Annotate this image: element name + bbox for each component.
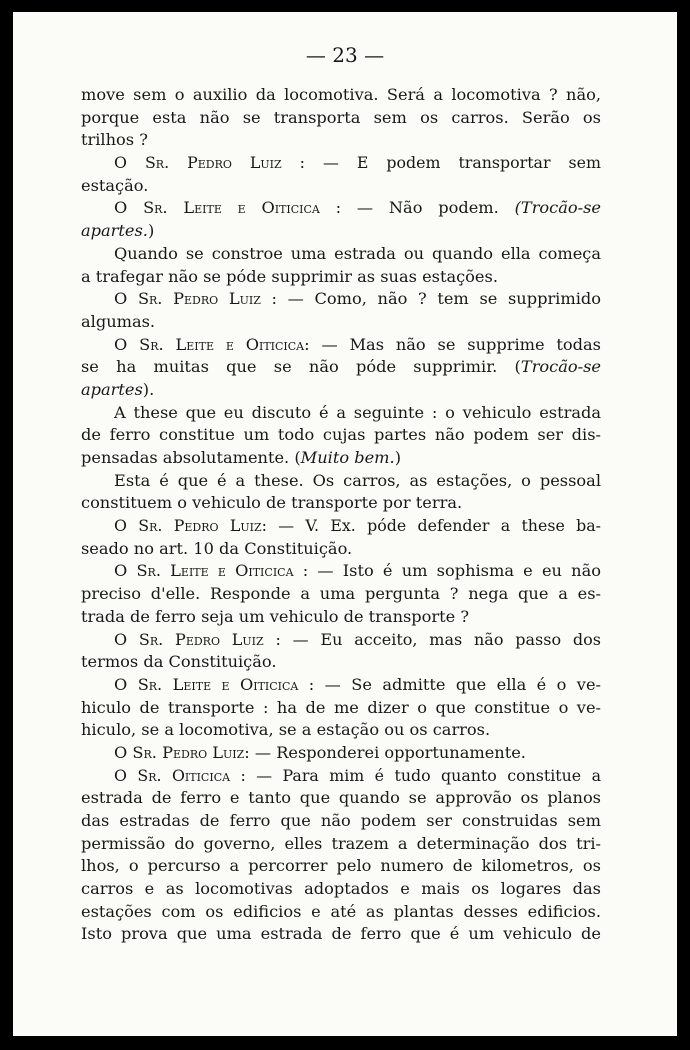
text-line <box>81 220 601 243</box>
speaker-name: Sr. Leite e Oiticica <box>137 674 299 694</box>
text-line <box>81 606 601 629</box>
italic-note: apartes <box>81 379 143 399</box>
text-line <box>81 742 601 765</box>
text-line <box>81 447 601 470</box>
speaker-name: Sr. Pedro Luiz <box>138 516 262 536</box>
text-segment: : — Se admitte que ella é o ve- <box>298 674 601 694</box>
speaker-name: Sr. Pedro Luiz <box>138 629 264 649</box>
text-line <box>81 765 601 788</box>
text-line <box>81 651 601 674</box>
text-line <box>81 197 601 220</box>
text-segment: : — Como, não ? tem se supprimido <box>260 289 601 309</box>
text-segment: O <box>114 674 138 694</box>
speaker-name: Sr. Leite e Oiticica <box>136 561 294 581</box>
text-segment: Quando se constroe uma estrada ou quando ella começa <box>114 243 601 263</box>
speaker-name: Sr. Pedro Luiz <box>137 289 261 309</box>
text-segment: Esta é que é a these. Os carros, as estações, o pessoal <box>114 470 601 490</box>
text-segment: O <box>114 153 145 173</box>
text-segment: A these que eu discuto é a seguinte : o vehiculo estrada <box>114 402 601 422</box>
text-line <box>81 833 601 856</box>
italic-note: Muito bem. <box>300 448 395 467</box>
text-segment: : — Para mim é tudo quanto constitue a <box>230 765 601 785</box>
text-segment: preciso d'elle. Responde a uma pergunta ? nega que a es- <box>81 584 601 604</box>
text-segment: : — V. Ex. póde defender a these ba- <box>261 516 601 536</box>
text-segment: lhos, o percurso a percorrer pelo numero de kilometros, os <box>81 856 601 876</box>
text-line <box>81 719 601 742</box>
text-segment: estações com os edificios e até as plantas desses edificios. <box>81 901 601 921</box>
text-line <box>81 311 601 334</box>
text-segment: O <box>114 198 144 218</box>
text-segment: ). <box>142 379 155 399</box>
text-segment: ) <box>394 448 402 467</box>
text-segment: O <box>114 289 138 309</box>
text-line <box>81 787 601 810</box>
text-segment: constituem o vehiculo de transporte por terra. <box>81 493 463 513</box>
text-segment: permissão do governo, elles trazem a determinação dos tri- <box>81 833 601 853</box>
speaker-name: Sr. Pedro Luiz <box>132 742 245 762</box>
text-segment: estação. <box>81 175 149 195</box>
text-line <box>81 470 601 493</box>
text-segment: termos da Constituição. <box>81 652 277 672</box>
text-line <box>81 629 601 652</box>
text-line <box>81 492 601 515</box>
text-line <box>81 266 601 289</box>
speaker-name: Sr. Pedro Luiz <box>144 153 282 173</box>
text-segment: O <box>114 765 138 785</box>
text-segment: O <box>114 561 137 581</box>
text-segment: O <box>114 742 133 762</box>
text-segment: : — Eu acceito, mas não passo dos <box>263 629 601 649</box>
text-line <box>81 107 601 130</box>
text-segment: O <box>114 334 140 354</box>
text-line <box>81 855 601 878</box>
text-segment: a trafegar não se póde supprimir as suas estações. <box>81 266 498 286</box>
text-line <box>81 379 601 402</box>
text-segment: das estradas de ferro que não podem ser construidas sem <box>81 811 601 830</box>
text-line <box>81 878 601 901</box>
text-segment: move sem o auxilio da locomotiva. Será a locomotiva ? não, <box>81 85 601 104</box>
text-segment: trada de ferro seja um vehiculo de transporte ? <box>81 606 470 626</box>
text-line <box>81 515 601 538</box>
text-line <box>81 810 601 833</box>
text-segment: carros e as locomotivas adoptados e mais os logares das <box>81 879 601 899</box>
speaker-name: Sr. Oiticica <box>137 765 231 785</box>
text-segment: trilhos ? <box>81 130 148 150</box>
text-segment: estrada de ferro e tanto que quando se approvão os planos <box>81 788 601 808</box>
text-line <box>81 674 601 697</box>
text-segment: Isto prova que uma estrada de ferro que é um vehiculo de <box>81 924 601 944</box>
italic-note: apartes. <box>81 221 148 241</box>
text-line <box>81 583 601 606</box>
text-segment: porque esta não se transporta sem os carros. Serão os <box>81 107 601 127</box>
text-segment: : — Responderei opportunamente. <box>244 742 526 762</box>
body-text <box>81 84 601 946</box>
text-segment: ) <box>147 221 155 241</box>
text-line <box>81 402 601 425</box>
text-line <box>81 901 601 924</box>
text-segment: : — E podem transportar sem <box>281 153 601 173</box>
text-segment: O <box>114 629 139 649</box>
text-segment: : — Isto é um sophisma e eu não <box>293 561 601 581</box>
italic-note: (Trocão-se <box>514 198 601 218</box>
text-line <box>81 424 601 447</box>
text-segment: de ferro constitue um todo cujas partes não podem ser dis- <box>81 425 601 445</box>
text-segment: algumas. <box>81 311 156 331</box>
text-segment: seado no art. 10 da Constituição. <box>81 538 353 558</box>
text-line <box>81 538 601 561</box>
text-line <box>81 560 601 583</box>
text-segment: pensadas absolutamente. ( <box>81 448 301 467</box>
italic-note: Trocão-se <box>520 357 601 377</box>
speaker-name: Sr. Leite e Oiticica <box>139 334 305 354</box>
text-line <box>81 152 601 175</box>
text-segment: hiculo, se a locomotiva, se a estação ou os carros. <box>81 720 491 740</box>
text-segment: O <box>114 516 139 536</box>
speaker-name: Sr. Leite e Oiticica <box>143 198 320 218</box>
text-line <box>81 84 601 107</box>
text-line <box>81 243 601 266</box>
text-line <box>81 334 601 357</box>
text-line <box>81 288 601 311</box>
text-line <box>81 697 601 720</box>
page-number: — 23 — <box>305 43 385 67</box>
text-segment: se ha muitas que se não póde supprimir. ( <box>81 357 521 377</box>
text-line <box>81 175 601 198</box>
text-line <box>81 356 601 379</box>
text-line <box>81 923 601 946</box>
book-page <box>13 12 677 1036</box>
text-segment: : — Mas não se supprime todas <box>304 334 601 354</box>
text-segment: : — Não podem. <box>319 198 515 218</box>
text-line <box>81 129 601 152</box>
text-segment: hiculo de transporte : ha de me dizer o que constitue o ve- <box>81 697 601 717</box>
